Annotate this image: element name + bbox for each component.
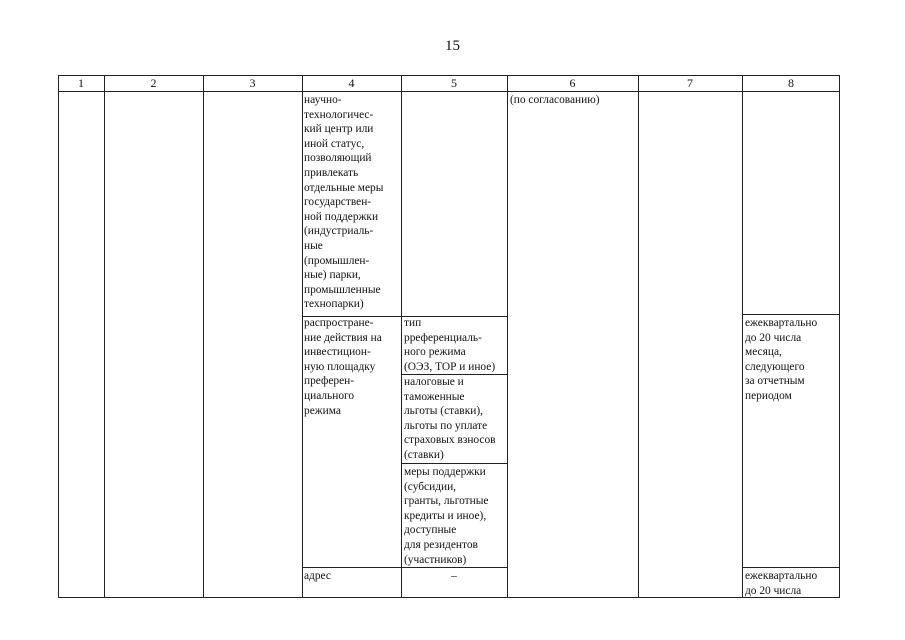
row1-indicator-cell: научно- технологичес- кий центр или иной статус, позволяющий привлекать отдельные меры государствен- ной поддержки (индустриаль- ные (промышлен- ные) парки, промышленные технопарки) [304, 94, 384, 311]
header-divider [58, 91, 840, 92]
row2-subitem-regime-type: тип pреференциаль- ного режима (ОЭЗ, ТОР и иное) [404, 317, 496, 373]
header-col-7: 7 [687, 76, 693, 90]
page-number: 15 [445, 38, 460, 54]
row-divider [742, 314, 840, 315]
column-divider [507, 75, 508, 598]
header-col-6: 6 [569, 76, 576, 90]
row3-indicator-cell: адрес [304, 570, 331, 582]
header-col-8: 8 [788, 76, 794, 90]
header-col-5: 5 [451, 76, 457, 90]
row1-agreement-cell: (по согласованию) [510, 94, 600, 106]
row2-indicator-cell: распростране- ние действия на инвестицион- ную площадку преферен- циального режима [304, 317, 382, 417]
column-divider [302, 75, 303, 598]
column-divider [401, 75, 402, 598]
column-divider [638, 75, 639, 598]
row3-dash-cell: – [451, 570, 457, 582]
row2-subitem-tax-benefits: налоговые и таможенные льготы (ставки), льготы по уплате страховых взносов (ставки) [404, 376, 496, 461]
column-divider [203, 75, 204, 598]
header-col-1: 1 [78, 76, 84, 90]
row3-periodicity-cell: ежеквартально до 20 числа [745, 570, 818, 597]
column-divider [104, 75, 105, 598]
header-col-2: 2 [150, 76, 157, 90]
row-divider [742, 567, 840, 568]
row2-periodicity-cell: ежеквартально до 20 числа месяца, следующего за отчетным периодом [745, 317, 818, 402]
row2-subitem-support-measures: меры поддержки (субсидии, гранты, льготные кредиты и иное), доступные для резидентов (участников) [404, 466, 489, 566]
column-divider [742, 75, 743, 598]
sub-row-divider [401, 463, 508, 464]
header-col-3: 3 [249, 76, 256, 90]
header-col-4: 4 [348, 76, 355, 90]
